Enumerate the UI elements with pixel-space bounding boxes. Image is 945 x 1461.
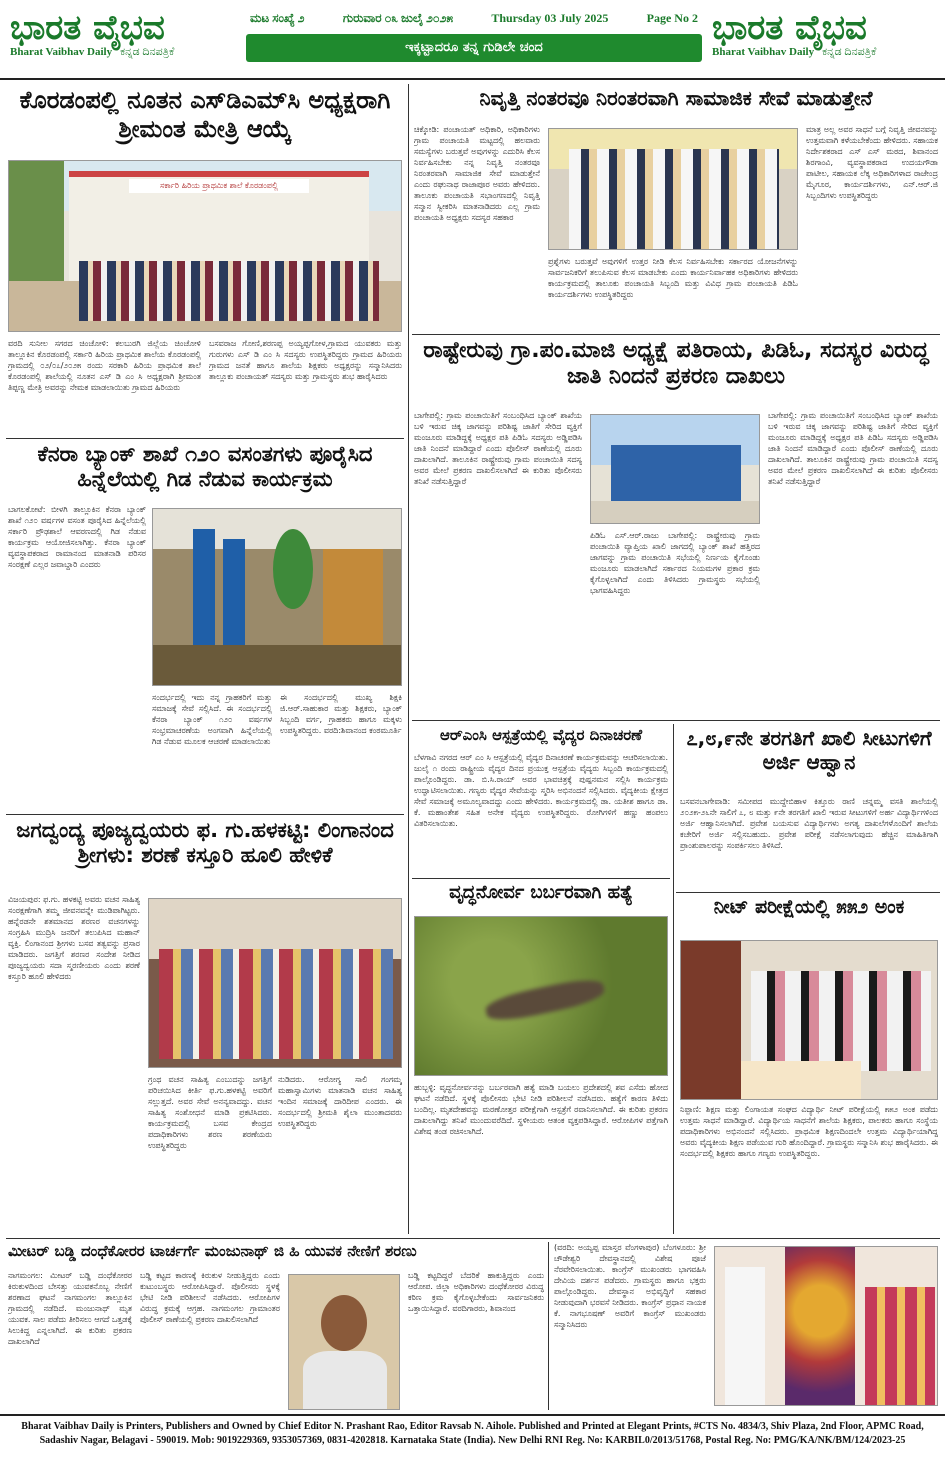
body-col: ಬಸವರಾಜ ಗೋಣಿ,ಶರಣಪ್ಪ ಅಯ್ಯಪ್ಪಗೋಳ,ಗ್ರಾಮದ ಯುವಕರು ಮತ್ತು ಗುರುಗಳು ಎಸ್ ಡಿ ಎಂ ಸಿ ಸದಸ್ಯರು ಉಪಸ್ಥಿತರಿದ್ದರು ಗ್ರಾಮದ ಹಿರಿಯರು ಗ್ರಾಮದ ಜನತೆ ಹಾಗೂ ಶಾಲೆಯ ಶಿಕ್ಷಕರು ಅಧ್ಯಕ್ಷರನ್ನು ಸನ್ಮಾನಿಸಿದರು ತಾಲ್ಲೂಕು ಪಂಚಾಯತ್ ಸದಸ್ಯರು ಮತ್ತು ಗ್ರಾಮಸ್ಥರು ಶುಭ ಹಾರೈಸಿದರು xyxy=(209,339,402,381)
headline: ೭,೮,೯ನೇ ತರಗತಿಗೆ ಖಾಲಿ ಸೀಟುಗಳಿಗೆ ಅರ್ಜಿ ಆಹ್ವಾನ xyxy=(686,726,932,774)
headline: ನಿವೃತ್ತಿ ನಂತರವೂ ನಿರಂತರವಾಗಿ ಸಾಮಾಜಿಕ ಸೇವೆ ಮಾಡುತ್ತೇನೆ xyxy=(479,86,873,110)
rule xyxy=(6,814,404,815)
article-body: ನಿಪ್ಪಾಣಿ: ಶಿಕ್ಷಣ ಮತ್ತು ಲಿಂಗಾಯತ ಸಂಘದ ವಿದ್ಯಾರ್ಥಿ ನೀಟ್ ಪರೀಕ್ಷೆಯಲ್ಲಿ ೫೫೨ ಅಂಕ ಪಡೆದು ಉತ್ತಮ ಸಾಧನೆ ಮಾಡಿದ್ದಾರೆ. ವಿದ್ಯಾರ್ಥಿಯ ಸಾಧನೆಗೆ ಶಾಲೆಯ ಶಿಕ್ಷಕರು, ಪಾಲಕರು ಹಾಗೂ ಸಂಸ್ಥೆಯ ಪದಾಧಿಕಾರಿಗಳು ಅಭಿನಂದನೆ ಸಲ್ಲಿಸಿದರು. ಪ್ರಾಥಮಿಕ ಶಿಕ್ಷಣದಿಂದಲೇ ಉತ್ತಮ ವಿದ್ಯಾರ್ಥಿಯಾಗಿದ್ದ ಅವರು ವೈದ್ಯಕೀಯ ಶಿಕ್ಷಣ ಪಡೆಯುವ ಗುರಿ ಹೊಂದಿದ್ದಾರೆ. ಗ್ರಾಮಸ್ಥರು ಸನ್ಮಾನಿಸಿ ಶುಭ ಹಾರೈಸಿದರು. ಈ ಸಂದರ್ಭದಲ್ಲಿ ಶಿಕ್ಷಕರು ಹಾಗೂ ಗಣ್ಯರು ಉಪಸ್ಥಿತರಿದ್ದರು. xyxy=(680,1105,938,1158)
group-of-people xyxy=(569,149,779,249)
article-temple xyxy=(554,1242,938,1410)
logo-right xyxy=(712,8,934,66)
rule xyxy=(6,438,404,439)
logo-english-line xyxy=(712,46,934,59)
body-col: ಬಡ್ಡಿ ಕಟ್ಟದ ಕಾರಣಕ್ಕೆ ಕಿರುಕುಳ ನೀಡುತ್ತಿದ್ದರು ಎಂದು ಕುಟುಂಬಸ್ಥರು ಆರೋಪಿಸಿದ್ದಾರೆ. ಪೊಲೀಸರು ಸ್ಥಳಕ್ಕೆ ಭೇಟಿ ನೀಡಿ ಪರಿಶೀಲನೆ ನಡೆಸಿದರು. ಆರೋಪಿಗಳ ವಿರುದ್ಧ ಕ್ರಮಕ್ಕೆ ಆಗ್ರಹ. ನಾಗಮಂಗಲ ಗ್ರಾಮಾಂತರ ಪೊಲೀಸ್ ಠಾಣೆಯಲ್ಲಿ ಪ್ರಕರಣ ದಾಖಲಿಸಲಾಗಿದೆ xyxy=(140,1271,280,1324)
article-meter-interest xyxy=(8,1242,544,1410)
photo-portrait xyxy=(288,1274,400,1410)
motto-banner: ಇಕ್ಕಟ್ಟಾದರೂ ತನ್ನ ಗುಡಿಲೇ ಚಂದ xyxy=(246,34,702,62)
rule xyxy=(6,1238,940,1239)
logo-tagline: ಕನ್ನಡ ದಿನಪತ್ರಿಕೆ xyxy=(120,46,175,58)
article-body xyxy=(8,338,402,434)
body-col: ಸಂದರ್ಭದಲ್ಲಿ ಇದು ನನ್ನ ಗ್ರಾಹಕರಿಗೆ ಮತ್ತು ಸಮಾಜಕ್ಕೆ ಸೇವೆ ಸಲ್ಲಿಸಿದೆ. ಈ ಸಂದರ್ಭದಲ್ಲಿ ಕೆನರಾ ಬ್ಯಾಂಕ್ ೧೨೦ ವರ್ಷಗಳ ಸಂಭ್ರಮಾಚರಣೆಯ ಅಂಗವಾಗಿ ಹಿನ್ನೆಲೆಯಲ್ಲಿ ಗಿಡ ನೆಡುವ ಮೂಲಕ ಆಚರಣೆ ಮಾಡಲಾಯಿತು xyxy=(152,693,272,746)
article-neet xyxy=(680,896,938,1234)
photo-event-group xyxy=(148,898,402,1068)
masthead-center xyxy=(246,6,702,68)
date-kannada: ಗುರುವಾರ ೦೩ ಜುಲೈ ೨೦೨೫ xyxy=(342,10,454,25)
headline: ಆರ್‌ಎಂಸಿ ಆಸ್ಪತ್ರೆಯಲ್ಲಿ ವೈದ್ಯರ ದಿನಾಚರಣೆ xyxy=(439,726,643,744)
article-canara-bank xyxy=(8,442,402,810)
issue-number: ಮಟ ಸಂಖ್ಯೆ ೨ xyxy=(250,10,305,25)
headline: ಮೀಟರ್ ಬಡ್ಡಿ ದಂಧೆಕೋರರ ಟಾರ್ಚರ್ಗೆ ಮಂಜುನಾಥ್ ಜಿ ಹಿ ಯುವಕ ನೇಣಿಗೆ ಶರಣು xyxy=(8,1242,417,1260)
logo-english: Bharat Vaibhav Daily xyxy=(10,46,113,58)
body-col: ಬಾಗಲಕೋಟೆ: ಬೀಳಗಿ ತಾಲ್ಲೂಕಿನ ಕೆನರಾ ಬ್ಯಾಂಕ್ ಶಾಖೆ ೧೨೦ ವರ್ಷಗಳ ವಸಂತ ಪೂರೈಸಿದ ಹಿನ್ನೆಲೆಯಲ್ಲಿ ಸರ್ಕಾರಿ ಪ್ರೌಢಶಾಲೆ ಆವರಣದಲ್ಲಿ ಗಿಡ ನೆಡುವ ಕಾರ್ಯಕ್ರಮ ಆಯೋಜಿಸಲಾಗಿತ್ತು. ಕೆನರಾ ಬ್ಯಾಂಕ್ ವ್ಯವಸ್ಥಾಪಕರಾದ ರಾಮಾನಂದ ಮಾತನಾಡಿ ಪರಿಸರ ಸಂರಕ್ಷಣೆ ಎಲ್ಲರ ಜವಾಬ್ದಾರಿ ಎಂದರು xyxy=(8,505,146,569)
body-col: ಬಡ್ಡಿ ಕಟ್ಟದಿದ್ದರೆ ಬೆದರಿಕೆ ಹಾಕುತ್ತಿದ್ದರು ಎಂದು ಆರೋಪ. ಜಿಲ್ಲಾ ಅಧಿಕಾರಿಗಳು ದಂಧೆಕೋರರ ವಿರುದ್ಧ ಕಠಿಣ ಕ್ರಮ ಕೈಗೊಳ್ಳಬೇಕೆಂದು ಸಾರ್ವಜನಿಕರು ಒತ್ತಾಯಿಸಿದ್ದಾರೆ. ವರದಿಗಾರರು, ಶಿವಾನಂದ xyxy=(408,1271,544,1313)
face xyxy=(321,1295,367,1351)
article-body: ಬೆಳಗಾವಿ ನಗರದ ಆರ್ ಎಂ ಸಿ ಆಸ್ಪತ್ರೆಯಲ್ಲಿ ವೈದ್ಯರ ದಿನಾಚರಣೆ ಕಾರ್ಯಕ್ರಮವನ್ನು ಆಚರಿಸಲಾಯಿತು. ಜುಲೈ ೧ ರಂದು ರಾಷ್ಟ್ರೀಯ ವೈದ್ಯರ ದಿನದ ಪ್ರಯುಕ್ತ ಆಸ್ಪತ್ರೆಯ ವೈದ್ಯರು ಸಿಬ್ಬಂದಿ ಕಾರ್ಯಕ್ರಮದಲ್ಲಿ ಪಾಲ್ಗೊಂಡಿದ್ದರು. ಡಾ. ಬಿ.ಸಿ.ರಾಯ್ ಅವರ ಭಾವಚಿತ್ರಕ್ಕೆ ಪುಷ್ಪನಮನ ಸಲ್ಲಿಸಿ ಕಾರ್ಯಕ್ರಮ ಉದ್ಘಾಟಿಸಲಾಯಿತು. ಗಣ್ಯರು ವೈದ್ಯರ ಸೇವೆಯನ್ನು ಸ್ಮರಿಸಿ ಅಭಿನಂದನೆ ಸಲ್ಲಿಸಿದರು. ವೈದ್ಯಕೀಯ ಕ್ಷೇತ್ರದ ಸೇವೆ ಸಮಾಜಕ್ಕೆ ಅಮೂಲ್ಯವಾದದ್ದು ಎಂದು ಹೇಳಿದರು. ಕಾರ್ಯಕ್ರಮದಲ್ಲಿ ಡಾ. ಯತೀಶ ಹಾಗೂ ಡಾ. ಕೆ. ಮಹಾಂತೇಶ ಸಹಿತ ಅನೇಕ ವೈದ್ಯರು ಉಪಸ್ಥಿತರಿದ್ದರು. ರೋಗಿಗಳಿಗೆ ಹಣ್ಣು ಹಂಪಲು ವಿತರಿಸಲಾಯಿತು. xyxy=(414,753,668,828)
article-sdmc xyxy=(8,86,402,436)
body-col: ಗ್ರಂಥ ವಚನ ಸಾಹಿತ್ಯ ಎಂಬುದನ್ನು ಜಗತ್ತಿಗೆ ಪರಿಚಯಿಸಿದ ಕೀರ್ತಿ ಫ.ಗು.ಹಳಕಟ್ಟಿ ಅವರಿಗೆ ಸಲ್ಲುತ್ತದೆ. ಅವರ ಸೇವೆ ಅನನ್ಯವಾದದ್ದು. ವಚನ ಸಾಹಿತ್ಯ ಸಂಶೋಧನೆ ಮಾಡಿ ಪ್ರಕಟಿಸಿದರು. ಕಾರ್ಯಕ್ರಮದಲ್ಲಿ ಬಸವ ಕೇಂದ್ರದ ಪದಾಧಿಕಾರಿಗಳು ಶರಣ ಶರಣೆಯರು ಉಪಸ್ಥಿತರಿದ್ದರು xyxy=(148,1075,272,1150)
body-col: ವಿಜಯಪುರ: ಫ.ಗು. ಹಳಕಟ್ಟಿ ಅವರು ವಚನ ಸಾಹಿತ್ಯ ಸಂರಕ್ಷಣೆಗಾಗಿ ತಮ್ಮ ಜೀವನವನ್ನೇ ಮುಡಿಪಾಗಿಟ್ಟರು. ಹನ್ನೆರಡನೇ ಶತಮಾನದ ಶರಣರ ವಚನಗಳನ್ನು ಸಂಗ್ರಹಿಸಿ ಮುದ್ರಿಸಿ ಜನರಿಗೆ ತಲುಪಿಸಿದ ಮಹಾನ್ ವ್ಯಕ್ತಿ. ಲಿಂಗಾನಂದ ಶ್ರೀಗಳು ಬಸವ ತತ್ವವನ್ನು ಪ್ರಸಾರ ಮಾಡಿದರು. ಜಗತ್ತಿಗೆ ಶರಣರ ಸಂದೇಶ ನೀಡಿದ ಪೂಜ್ಯದ್ವಯರು ಸದಾ ಸ್ಮರಣೀಯರು ಎಂದು ಶರಣೆ ಕಸ್ತೂರಿ ಹೂಲಿ ಹೇಳಿದರು xyxy=(8,895,140,981)
photo-temple-visit xyxy=(714,1246,938,1406)
column-divider xyxy=(673,724,674,1234)
issue-info xyxy=(246,6,702,30)
student xyxy=(223,539,245,649)
headline: ಕೆನರಾ ಬ್ಯಾಂಕ್ ಶಾಖೆ ೧೨೦ ವಸಂತಗಳು ಪೂರೈಸಿದ ಹಿನ್ನೆಲೆಯಲ್ಲಿ ಗಿಡ ನೆಡುವ ಕಾರ್ಯಕ್ರಮ xyxy=(37,442,373,492)
logo-tagline: ಕನ್ನಡ ದಿನಪತ್ರಿಕೆ xyxy=(822,46,877,58)
headline: ಕೊರಡಂಪಲ್ಲಿ ನೂತನ ಎಸ್‌ಡಿಎಮ್‌ಸಿ ಅಧ್ಯಕ್ಷರಾಗಿ ಶ್ರೀಮಂತ ಮೇತ್ರಿ ಆಯ್ಕೆ xyxy=(19,86,391,143)
column-divider xyxy=(548,1242,549,1410)
headline: ರಾಷ್ಟೇರುವು ಗ್ರಾ.ಪಂ.ಮಾಜಿ ಅಧ್ಯಕ್ಷೆ ಪತಿರಾಯ, ಪಿಡಿಓ, ಸದಸ್ಯರ ವಿರುದ್ಧ ಜಾತಿ ನಿಂದನೆ ಪ್ರಕರಣ ದಾಖಲು xyxy=(423,338,929,390)
headline: ಜಗದ್ವಂದ್ಯ ಪೂಜ್ಯದ್ವಯರು ಫ. ಗು.ಹಳಕಟ್ಟಿ: ಲಿಂಗಾನಂದ ಶ್ರೀಗಳು: ಶರಣೆ ಕಸ್ತೂರಿ ಹೂಲಿ ಹೇಳಿಕೆ xyxy=(16,818,394,868)
body-col: ಈ ಸಂದರ್ಭದಲ್ಲಿ ಮುಖ್ಯ ಶಿಕ್ಷಕಿ ಜಿ.ಆರ್.ಸಾಹುಕಾರ ಮತ್ತು ಶಿಕ್ಷಕರು, ಬ್ಯಾಂಕ್ ಸಿಬ್ಬಂದಿ ವರ್ಗ, ಗ್ರಾಹಕರು ಹಾಗೂ ಮಕ್ಕಳು ಉಪಸ್ಥಿತರಿದ್ದರು. ವರದಿ:ಶಿವಾನಂದ ಕಂಠಮೂರ್ತಿ xyxy=(280,693,402,735)
man-in-white xyxy=(725,1267,765,1406)
body-col: ಚಿಕ್ಕೋಡಿ: ಪಂಚಾಯತ್ ಅಧಿಕಾರಿ, ಅಧಿಕಾರಿಗಳು ಗ್ರಾಮ ಪಂಚಾಯತಿ ಮಟ್ಟದಲ್ಲಿ ಹಲವಾರು ಸಮಸ್ಯೆಗಳು ಬರುತ್ತವೆ ಅವುಗಳನ್ನು ಎದುರಿಸಿ ಕೆಲಸ ನಿರ್ವಹಿಸಬೇಕು ನನ್ನ ನಿವೃತ್ತಿ ನಂತರವೂ ನಿರಂತರವಾಗಿ ಸಾಮಾಜಿಕ ಸೇವೆ ಮಾಡುತ್ತೇನೆ ಎಂದು ರಘುನಾಥ ರಾಜಾಪೂರ ಅವರು ಹೇಳಿದರು. ತಾಲೂಕು ಪಂಚಾಯತಿ ಸಭಾಂಗಣದಲ್ಲಿ ನಿವೃತ್ತಿ ಸನ್ಮಾನ ಸ್ವೀಕರಿಸಿ ಮಾತನಾಡಿದರು ಎಲ್ಲ ಗ್ರಾಮ ಪಂಚಾಯತಿ ಅಧ್ಯಕ್ಷರು ಸದಸ್ಯರ ಸಹಕಾರ xyxy=(414,125,540,222)
body-col: ಮಾತ್ರ ಅಲ್ಲ ಅವರ ಸಾಧನೆ ಬಗ್ಗೆ ನಿವೃತ್ತಿ ಜೀವನವನ್ನು ಉತ್ತಮವಾಗಿ ಕಳೆಯಬೇಕೆಂದು ಹೇಳಿದರು. ಸಹಾಯಕ ನಿರ್ದೇಶಕರಾದ ಎಸ್ ಎಸ್ ಮಠದ, ಶಿವಾನಂದ ಶಿರಗಾಂವಿ, ವ್ಯವಸ್ಥಾಪಕರಾದ ಉದಯಗೌಡಾ ಪಾಟೀಲ, ಸಹಾಯಕ ಲೆಕ್ಕ ಅಧಿಕಾರಿಗಳಾದ ರಾಜೇಂದ್ರ ಮೈಗೂರ, ಕಾರ್ಯದರ್ಶಿಗಳು, ಎನ್.ಆರ್.ಜಿ ಸಿಬ್ಬಂದಿಗಳು ಉಪಸ್ಥಿತರಿದ್ದರು xyxy=(806,125,938,200)
student xyxy=(193,529,215,649)
sapling xyxy=(273,529,313,609)
group-of-people xyxy=(159,949,393,1059)
rule xyxy=(676,892,940,893)
article-body: ಹುಬ್ಬಳ್ಳಿ: ವೃದ್ಧನೋರ್ವನನ್ನು ಬರ್ಬರವಾಗಿ ಹತ್ಯೆ ಮಾಡಿ ಬಯಲು ಪ್ರದೇಶದಲ್ಲಿ ಶವ ಎಸೆದು ಹೋದ ಘಟನೆ ನಡೆದಿದೆ. ಸ್ಥಳಕ್ಕೆ ಪೊಲೀಸರು ಭೇಟಿ ನೀಡಿ ಪರಿಶೀಲನೆ ನಡೆಸಿದರು. ಹತ್ಯೆಗೆ ಕಾರಣ ತಿಳಿದು ಬಂದಿಲ್ಲ. ಮೃತದೇಹವನ್ನು ಮರಣೋತ್ತರ ಪರೀಕ್ಷೆಗಾಗಿ ಆಸ್ಪತ್ರೆಗೆ ರವಾನಿಸಲಾಗಿದೆ. ಈ ಕುರಿತು ಪ್ರಕರಣ ದಾಖಲಾಗಿದ್ದು ತನಿಖೆ ಮುಂದುವರೆದಿದೆ. ಸ್ಥಳೀಯರು ಆತಂಕ ವ್ಯಕ್ತಪಡಿಸಿದ್ದಾರೆ. ಆರೋಪಿಗಳ ಪತ್ತೆಗಾಗಿ ವಿಶೇಷ ತಂಡ ರಚಿಸಲಾಗಿದೆ. xyxy=(414,1083,668,1136)
table xyxy=(741,1061,861,1100)
page-number: Page No 2 xyxy=(646,10,698,25)
date-english: Thursday 03 July 2025 xyxy=(491,10,609,25)
body-col: ಪಿಡಿಓ ಎಸ್.ಆರ್.ರಾಜು ಬಾಗೇಪಲ್ಲಿ: ರಾಷ್ಟ್ರೇರುವು ಗ್ರಾಮ ಪಂಚಾಯಿತಿ ವ್ಯಾಪ್ತಿಯ ಖಾಲಿ ಜಾಗದಲ್ಲಿ ಬ್ಯಾಂಕ್ ಶಾಖೆ ಹತ್ತಿರದ ಜಾಗವನ್ನು ಗ್ರಾಮ ಪಂಚಾಯಿತಿ ಸಭೆಯಲ್ಲಿ ನಿರ್ಣಯ ಕೈಗೊಂಡು ಮಂಜೂರು ಮಾಡಲಾಗಿದೆ ಸರ್ಕಾರದ ನಿಯಮಗಳ ಪ್ರಕಾರ ಕ್ರಮ ಕೈಗೊಳ್ಳಲಾಗಿದೆ ಎಂದು ತಿಳಿಸಿದರು ಗ್ರಾಮಸ್ಥರು ಸಭೆಯಲ್ಲಿ ಭಾಗವಹಿಸಿದ್ದರು xyxy=(590,531,760,595)
article-body: ಬಸವನಬಾಗೇವಾಡಿ: ಸಮೀಪದ ಮುದ್ದೇಬಿಹಾಳ ಕಿತ್ತೂರು ರಾಣಿ ಚನ್ನಮ್ಮ ವಸತಿ ಶಾಲೆಯಲ್ಲಿ ೨೦೨೫-೨೬ನೇ ಸಾಲಿಗೆ ೭, ೮ ಮತ್ತು ೯ನೇ ತರಗತಿಗೆ ಖಾಲಿ ಇರುವ ಸೀಟುಗಳಿಗೆ ಅರ್ಹ ವಿದ್ಯಾರ್ಥಿಗಳಿಂದ ಅರ್ಜಿ ಆಹ್ವಾನಿಸಲಾಗಿದೆ. ಪ್ರವೇಶ ಬಯಸುವ ವಿದ್ಯಾರ್ಥಿಗಳು ಅಗತ್ಯ ದಾಖಲೆಗಳೊಂದಿಗೆ ಶಾಲೆಯ ಕಚೇರಿಗೆ ಅರ್ಜಿ ಸಲ್ಲಿಸಬಹುದು. ಪ್ರವೇಶ ಪರೀಕ್ಷೆ ನಡೆಸಲಾಗುವುದು ಹೆಚ್ಚಿನ ಮಾಹಿತಿಗಾಗಿ ಪ್ರಾಂಶುಪಾಲರನ್ನು ಸಂಪರ್ಕಿಸಲು ತಿಳಿಸಿದೆ. xyxy=(680,797,938,850)
group-of-people xyxy=(865,1287,935,1406)
school-sign: ಸರ್ಕಾರಿ ಹಿರಿಯ ಪ್ರಾಥಮಿಕ ಶಾಲೆ ಕೊರಡಂಪಲ್ಲಿ xyxy=(129,179,309,193)
photo-bank-building xyxy=(590,414,760,524)
logo-left xyxy=(10,8,232,66)
imprint-line: Sadashiv Nagar, Belagavi - 590019. Mob: 9019229369, 9353057369, 0831-4202818. Karnataka State (India). New Delhi RNI Reg. No: KARBIL0/2013/51768, Postal Reg. No: PMG/KA/NK/BM/124/2023-25 xyxy=(39,1435,906,1446)
logo-english: Bharat Vaibhav Daily xyxy=(712,46,815,58)
rule xyxy=(412,720,940,721)
article-admission xyxy=(680,726,938,890)
body-col: ಬಾಗೇಪಲ್ಲಿ: ಗ್ರಾಮ ಪಂಚಾಯಿತಿಗೆ ಸಂಬಂಧಿಸಿದ ಬ್ಯಾಂಕ್ ಶಾಖೆಯ ಬಳಿ ಇರುವ ಚಿಕ್ಕ ಜಾಗವನ್ನು ಪರಿಶಿಷ್ಟ ಜಾತಿಗೆ ಸೇರಿದ ವ್ಯಕ್ತಿಗೆ ಮಂಜೂರು ಮಾಡಿದ್ದಕ್ಕೆ ಅಧ್ಯಕ್ಷರ ಪತಿ ಪಿಡಿಓ ಸದಸ್ಯರು ಅಡ್ಡಿಪಡಿಸಿ ಜಾತಿ ನಿಂದನೆ ಮಾಡಿದ್ದಾರೆ ಎಂದು ಪೊಲೀಸ್ ಠಾಣೆಯಲ್ಲಿ ದೂರು ದಾಖಲಾಗಿದೆ. ತಾಲೂಕಿನ ರಾಷ್ಟ್ರೇರುವು ಗ್ರಾಮ ಪಂಚಾಯಿತಿ ಸದಸ್ಯ ಅವರ ಮೇಲೆ ಪ್ರಕರಣ ದಾಖಲಿಸಲಾಗಿದೆ ಈ ಕುರಿತು ಪೊಲೀಸರು ತನಿಖೆ ನಡೆಸುತ್ತಿದ್ದಾರೆ xyxy=(414,411,582,486)
article-caste-case xyxy=(414,338,938,718)
footer-imprint xyxy=(0,1414,945,1461)
article-murder xyxy=(414,882,668,1234)
body-col: ನಾಗಮಂಗಲ: ಮೀಟರ್ ಬಡ್ಡಿ ದಂಧೆಕೋರರ ಕಿರುಕುಳದಿಂದ ಬೇಸತ್ತು ಯುವಕನೊಬ್ಬ ನೇಣಿಗೆ ಶರಣಾದ ಘಟನೆ ನಾಗಮಂಗಲ ತಾಲ್ಲೂಕಿನ ಗ್ರಾಮದಲ್ಲಿ ನಡೆದಿದೆ. ಮಂಜುನಾಥ್ ಮೃತ ಯುವಕ. ಸಾಲ ಪಡೆದು ತೀರಿಸಲು ಆಗದೆ ಒತ್ತಡಕ್ಕೆ ಸಿಲುಕಿದ್ದ ಎನ್ನಲಾಗಿದೆ. ಈ ಕುರಿತು ಪ್ರಕರಣ ದಾಖಲಾಗಿದೆ xyxy=(8,1271,132,1346)
article-body: (ವರದಿ: ಅಯ್ಯಪ್ಪ ಮಾಸ್ತರ ವೆಂಗಳಾಪುರ) ಬೆಂಗಳೂರು: ಶ್ರೀ ಚೌಡೇಶ್ವರಿ ದೇವಸ್ಥಾನದಲ್ಲಿ ವಿಶೇಷ ಪೂಜೆ ನೆರವೇರಿಸಲಾಯಿತು. ಕಾಂಗ್ರೆಸ್ ಮುಖಂಡರು ಭಾಗವಹಿಸಿ ದೇವಿಯ ದರ್ಶನ ಪಡೆದರು. ಗ್ರಾಮಸ್ಥರು ಹಾಗೂ ಭಕ್ತರು ಪಾಲ್ಗೊಂಡಿದ್ದರು. ದೇವಸ್ಥಾನ ಅಭಿವೃದ್ಧಿಗೆ ಸಹಕಾರ ನೀಡುವುದಾಗಿ ಭರವಸೆ ನೀಡಿದರು. ಕಾಂಗ್ರೆಸ್ ಪ್ರಧಾನ ನಾಯಕ ಕೆ. ನಾಗಭೂಷಣ್ ಅವರಿಗೆ ಕಾಂಗ್ರೆಸ್ ಮುಖಂಡರು ಸನ್ಮಾನಿಸಿದರು xyxy=(554,1243,706,1329)
logo-kannada: ಭಾರತ ವೈಭವ xyxy=(712,8,867,48)
masthead xyxy=(0,0,945,80)
headline: ನೀಟ್ ಪರೀಕ್ಷೆಯಲ್ಲಿ ೫೫೨ ಅಂಕ xyxy=(713,896,905,918)
article-doctors-day xyxy=(414,726,668,876)
article-halakatti xyxy=(8,818,402,1236)
body-col: ವರದಿ ಸುನೀಲ ಸಗರದ ಚಿಂಚೋಳಿ: ಕಲಬುರಗಿ ಜಿಲ್ಲೆಯ ಚಿಂಚೋಳಿ ತಾಲ್ಲೂಕಿನ ಕೊರಡಂಪಲ್ಲಿ ಸರ್ಕಾರಿ ಹಿರಿಯ ಪ್ರಾಥಮಿಕ ಶಾಲೆಯ ಕೊರಡಂಪಲ್ಲಿ ಗ್ರಾಮದಲ್ಲಿ ೦೨/೦೭/೨೦೨೫ ರಂದು ಸರಕಾರಿ ಹಿರಿಯ ಪ್ರಾಥಮಿಕ ಶಾಲೆ ಕೊರಡಂಪಲ್ಲಿ ಶಾಲೆಯಲ್ಲಿ ನೂತನ ಎಸ್ ಡಿ ಎಂ ಸಿ ಅಧ್ಯಕ್ಷರಾಗಿ ಶ್ರೀಮಂತ ತಿಪ್ಪಣ್ಣ ಮೇತ್ರಿ ಅವರನ್ನು ನೇಮಕ ಮಾಡಲಾಯಿತು ಗ್ರಾಮದ ಹಿರಿಯರು xyxy=(8,339,201,392)
photo-family xyxy=(680,940,938,1100)
photo-soil xyxy=(153,645,401,685)
rule xyxy=(412,334,940,335)
logo-english-line xyxy=(10,46,232,59)
headline: ವೃದ್ಧನೋರ್ವ ಬರ್ಬರವಾಗಿ ಹತ್ಯೆ xyxy=(449,882,633,903)
rule xyxy=(412,878,670,879)
article-retirement xyxy=(414,86,938,330)
photo-ground xyxy=(591,501,759,523)
imprint-line: Bharat Vaibhav Daily is Printers, Publishers and Owned by Chief Editor N. Prashant Rao, Editor Ravsab N. Aihole. Published and Printed at Elegant Prints, #CTS No. 4834/3, Shiv Plaza, 2nd Floor, APMC Road, xyxy=(21,1421,924,1432)
photo-felicitation xyxy=(548,128,798,250)
photo-tree-planting xyxy=(152,508,402,686)
shirt xyxy=(303,1351,387,1410)
body-col: ಪ್ರಶ್ನೆಗಳು ಬರುತ್ತವೆ ಅವುಗಳಿಗೆ ಉತ್ತರ ನೀಡಿ ಕೆಲಸ ನಿರ್ವಹಿಸಬೇಕು ಸರ್ಕಾರದ ಯೋಜನೆಗಳನ್ನು ಸಾರ್ವಜನಿಕರಿಗೆ ತಲುಪಿಸುವ ಕೆಲಸ ಮಾಡಬೇಕು ಎಂದು ಕಾರ್ಯನಿರ್ವಾಹಕ ಅಧಿಕಾರಿಗಳು ಹೇಳಿದರು ಕಾರ್ಯಕ್ರಮದಲ್ಲಿ ತಾಲೂಕು ಪಂಚಾಯತಿ ಸಿಬ್ಬಂದಿ ಮತ್ತು ವಿವಿಧ ಗ್ರಾಮ ಪಂಚಾಯತಿ ಪಿಡಿಓ ಕಾರ್ಯದರ್ಶಿಗಳು ಉಪಸ್ಥಿತರಿದ್ದರು xyxy=(548,257,798,299)
body-col: ಬಾಗೇಪಲ್ಲಿ: ಗ್ರಾಮ ಪಂಚಾಯಿತಿಗೆ ಸಂಬಂಧಿಸಿದ ಬ್ಯಾಂಕ್ ಶಾಖೆಯ ಬಳಿ ಇರುವ ಚಿಕ್ಕ ಜಾಗವನ್ನು ಪರಿಶಿಷ್ಟ ಜಾತಿಗೆ ಸೇರಿದ ವ್ಯಕ್ತಿಗೆ ಮಂಜೂರು ಮಾಡಿದ್ದಕ್ಕೆ ಅಧ್ಯಕ್ಷರ ಪತಿ ಪಿಡಿಓ ಸದಸ್ಯರು ಅಡ್ಡಿಪಡಿಸಿ ಜಾತಿ ನಿಂದನೆ ಮಾಡಿದ್ದಾರೆ ಎಂದು ಪೊಲೀಸ್ ಠಾಣೆಯಲ್ಲಿ ದೂರು ದಾಖಲಾಗಿದೆ. ತಾಲೂಕಿನ ರಾಷ್ಟ್ರೇರುವು ಗ್ರಾಮ ಪಂಚಾಯಿತಿ ಸದಸ್ಯ ಅವರ ಮೇಲೆ ಪ್ರಕರಣ ದಾಖಲಿಸಲಾಗಿದೆ ಈ ಕುರಿತು ಪೊಲೀಸರು ತನಿಖೆ ನಡೆಸುತ್ತಿದ್ದಾರೆ xyxy=(768,411,938,486)
column-divider xyxy=(408,84,409,1234)
deity-idol xyxy=(785,1247,855,1406)
photo-crime-scene xyxy=(414,916,668,1076)
group-of-people xyxy=(751,971,931,1071)
photo-school-group xyxy=(8,160,402,332)
body-col: ನುಡಿದರು. ಆರೋಗ್ಯ ಸಾಲಿ ಗಂಗಮ್ಮ ಮಹಾಸ್ವಾಮಿಗಳು ಮಾತನಾಡಿ ವಚನ ಸಾಹಿತ್ಯ ಇಂದಿನ ಸಮಾಜಕ್ಕೆ ದಾರಿದೀಪ ಎಂದರು. ಈ ಸಂದರ್ಭದಲ್ಲಿ ಶ್ರೀಮತಿ ಶೈಲಾ ಮುಂತಾದವರು ಉಪಸ್ಥಿತರಿದ್ದರು xyxy=(278,1075,402,1128)
curtain xyxy=(681,941,741,1100)
building xyxy=(611,445,741,505)
logo-kannada: ಭಾರತ ವೈಭವ xyxy=(10,8,165,48)
group-of-people xyxy=(79,261,379,321)
